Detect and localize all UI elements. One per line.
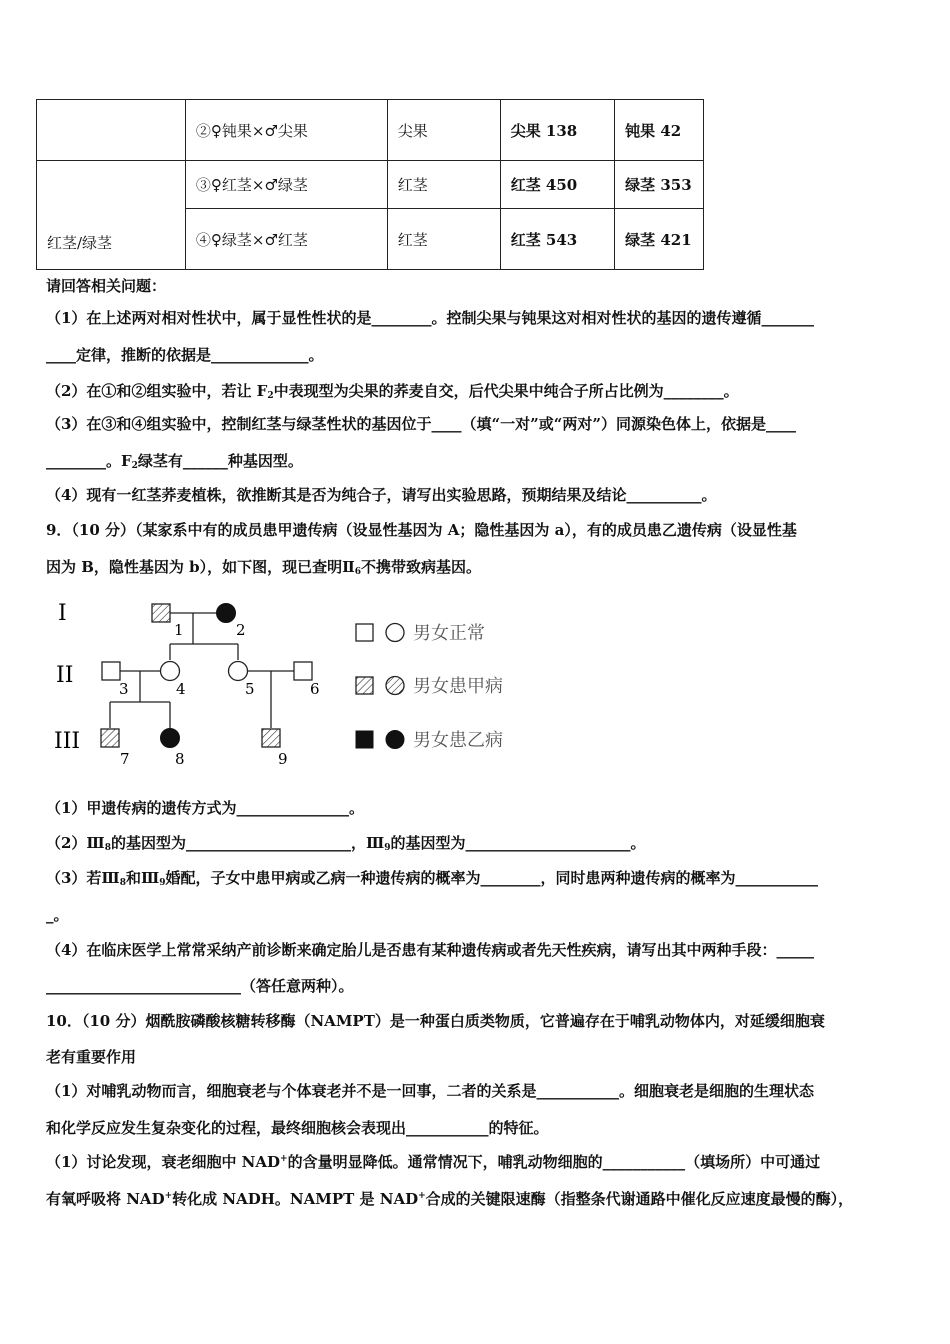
q9-part3-sub1: 8 — [119, 878, 126, 888]
q8-part2-pre: （2）在①和②组实验中，若让 F — [46, 382, 268, 400]
individual-number: 7 — [120, 750, 130, 768]
trait-cell: 红茎/绿茎 — [37, 161, 186, 270]
individual-2-female-disease-b — [217, 604, 236, 623]
cross-cell: ②♀钝果×♂尖果 — [185, 100, 387, 161]
individual-7-male-disease-a — [101, 729, 119, 747]
q8-prompt: 请回答相关问题： — [46, 277, 167, 295]
q8-part3-post: 绿茎有______种基因型。 — [137, 452, 303, 470]
individual-number: 6 — [310, 680, 320, 698]
q8-part1-line1: （1）在上述两对相对性状中，属于显性性状的是________。控制尖果与钝果这对相对性状的基因的遗传遵循_______ — [46, 309, 814, 327]
q9-part3-a: （3）若Ⅲ — [46, 869, 120, 887]
q8-part3-line1: （3）在③和④组实验中，控制红茎与绿茎性状的基因位于____（填“一对”或“两对”）同源染色体上，依据是____ — [46, 415, 796, 433]
individual-number: 2 — [236, 621, 246, 639]
q10-heading-line1: 10．（10 分）烟酰胺磷酸核糖转移酶（NAMPT）是一种蛋白质类物质，它普遍存在于哺乳动物体内，对延缓细胞衰 — [46, 1012, 825, 1030]
legend-disease-b-label: 男女患乙病 — [413, 730, 503, 751]
f2-cell-b: 绿茎 421 — [615, 209, 704, 270]
f2-cell-b: 绿茎 353 — [615, 161, 704, 209]
individual-1-male-disease-a — [152, 604, 170, 622]
individual-number: 9 — [278, 750, 288, 768]
legend-disease-a-label: 男女患甲病 — [413, 676, 503, 697]
q9-part3-b: 和Ⅲ — [125, 869, 160, 887]
q10-part2-line1 — [46, 1151, 820, 1172]
q10-part2b-3: 合成的关键限速酶（指整条代谢通路中催化反应速度最慢的酶）， — [425, 1190, 854, 1208]
f2-cell-a: 红茎 543 — [500, 209, 614, 270]
table-row — [37, 100, 704, 161]
q9-part3-sub2: 9 — [159, 878, 166, 888]
legend-normal-female-icon — [386, 624, 404, 642]
individual-9-male-disease-a — [262, 729, 280, 747]
q9-part2 — [46, 832, 646, 853]
q9-heading-pre: 因为 B，隐性基因为 b），如下图，现已查明Ⅱ — [46, 558, 355, 576]
individual-number: 1 — [174, 621, 184, 639]
individual-number: 8 — [175, 750, 185, 768]
generation-label: III — [54, 729, 81, 754]
individual-number: 4 — [176, 680, 186, 698]
f2-cell-a: 尖果 138 — [500, 100, 614, 161]
cross-cell: ④♀绿茎×♂红茎 — [185, 209, 387, 270]
f2-cell-b: 钝果 42 — [615, 100, 704, 161]
legend-normal-male-icon — [356, 624, 373, 641]
cross-cell: ③♀红茎×♂绿茎 — [185, 161, 387, 209]
individual-5-female-normal — [229, 662, 248, 681]
individual-number: 5 — [245, 680, 255, 698]
q9-part3 — [46, 867, 818, 888]
individual-6-male-normal — [294, 662, 312, 680]
f1-cell: 尖果 — [387, 100, 500, 161]
f2-cell-a: 红茎 450 — [500, 161, 614, 209]
q10-part2-post: 的含量明显降低。通常情况下，哺乳动物细胞的___________（填场所）中可通过 — [287, 1153, 821, 1171]
individual-number: 3 — [119, 680, 129, 698]
q10-part1-line2: 和化学反应发生复杂变化的过程，最终细胞核会表现出___________的特征。 — [46, 1119, 549, 1137]
individual-4-female-normal — [161, 662, 180, 681]
legend-disease-b-female-icon — [386, 731, 404, 749]
q10-part2-line2 — [46, 1188, 853, 1209]
legend-normal-label: 男女正常 — [413, 623, 485, 644]
q9-heading-sub: 6 — [354, 567, 362, 577]
q9-part2-sub2: 9 — [384, 843, 391, 853]
table-row — [37, 161, 704, 209]
q8-part2-sub: 2 — [267, 391, 274, 401]
q10-part2b-2: 转化成 NADH。NAMPT 是 NAD — [172, 1190, 419, 1208]
q8-part3-sub: 2 — [131, 461, 138, 471]
q8-part2-post: 中表现型为尖果的荞麦自交，后代尖果中纯合子所占比例为________。 — [273, 382, 739, 400]
q9-part2-c: 的基因型为______________________。 — [390, 834, 646, 852]
legend-disease-b-male-icon — [356, 731, 373, 748]
q9-heading-line1: 9．（10 分）（某家系中有的成员患甲遗传病（设显性基因为 A；隐性基因为 a），有的成员患乙遗传病（设显性基 — [46, 521, 797, 539]
q10-part2b-sup2: + — [418, 1191, 426, 1201]
generation-label: I — [58, 601, 67, 626]
q9-part2-sub1: 8 — [104, 843, 111, 853]
trait-cell — [37, 100, 186, 161]
q9-part2-b: 的基因型为______________________，Ⅲ — [110, 834, 385, 852]
q10-heading-line2: 老有重要作用 — [46, 1048, 137, 1066]
q10-part2b-1: 有氧呼吸将 NAD — [46, 1190, 165, 1208]
q9-part3-tail: _。 — [46, 906, 69, 924]
q9-part4-line2: __________________________（答任意两种）。 — [46, 977, 354, 995]
q9-part2-a: （2）Ⅲ — [46, 834, 105, 852]
q9-heading-post: 不携带致病基因。 — [361, 558, 482, 576]
f1-cell: 红茎 — [387, 161, 500, 209]
q9-part3-c: 婚配，子女中患甲病或乙病一种遗传病的概率为________，同时患两种遗传病的概率为___________ — [165, 869, 819, 887]
generation-label: II — [56, 663, 74, 688]
q8-part4: （4）现有一红茎荞麦植株，欲推断其是否为纯合子，请写出实验思路，预期结果及结论__________。 — [46, 486, 717, 504]
cross-table — [36, 99, 704, 270]
individual-3-male-normal — [102, 662, 120, 680]
q8-part3-pre: ________。F — [46, 452, 132, 470]
legend-disease-a-male-icon — [356, 677, 373, 694]
q8-part3-line2 — [46, 450, 303, 471]
q10-part2-sup: + — [280, 1154, 288, 1164]
f1-cell: 红茎 — [387, 209, 500, 270]
q10-part2b-sup1: + — [164, 1191, 173, 1201]
individual-8-female-disease-b — [161, 729, 180, 748]
legend-disease-a-female-icon — [386, 677, 404, 695]
q9-part1: （1）甲遗传病的遗传方式为_______________。 — [46, 799, 364, 817]
q9-heading-line2 — [46, 556, 481, 577]
q10-part2-pre: （1）讨论发现，衰老细胞中 NAD — [46, 1153, 281, 1171]
q9-part4-line1: （4）在临床医学上常常采纳产前诊断来确定胎儿是否患有某种遗传病或者先天性疾病，请写出其中两种手段：_____ — [46, 941, 814, 959]
q8-part1-line2: ____定律，推断的依据是_____________。 — [46, 346, 324, 364]
q8-part2 — [46, 380, 739, 401]
pedigree-chart — [40, 592, 540, 772]
q10-part1-line1: （1）对哺乳动物而言，细胞衰老与个体衰老并不是一回事，二者的关系是___________。细胞衰老是细胞的生理状态 — [46, 1082, 814, 1100]
